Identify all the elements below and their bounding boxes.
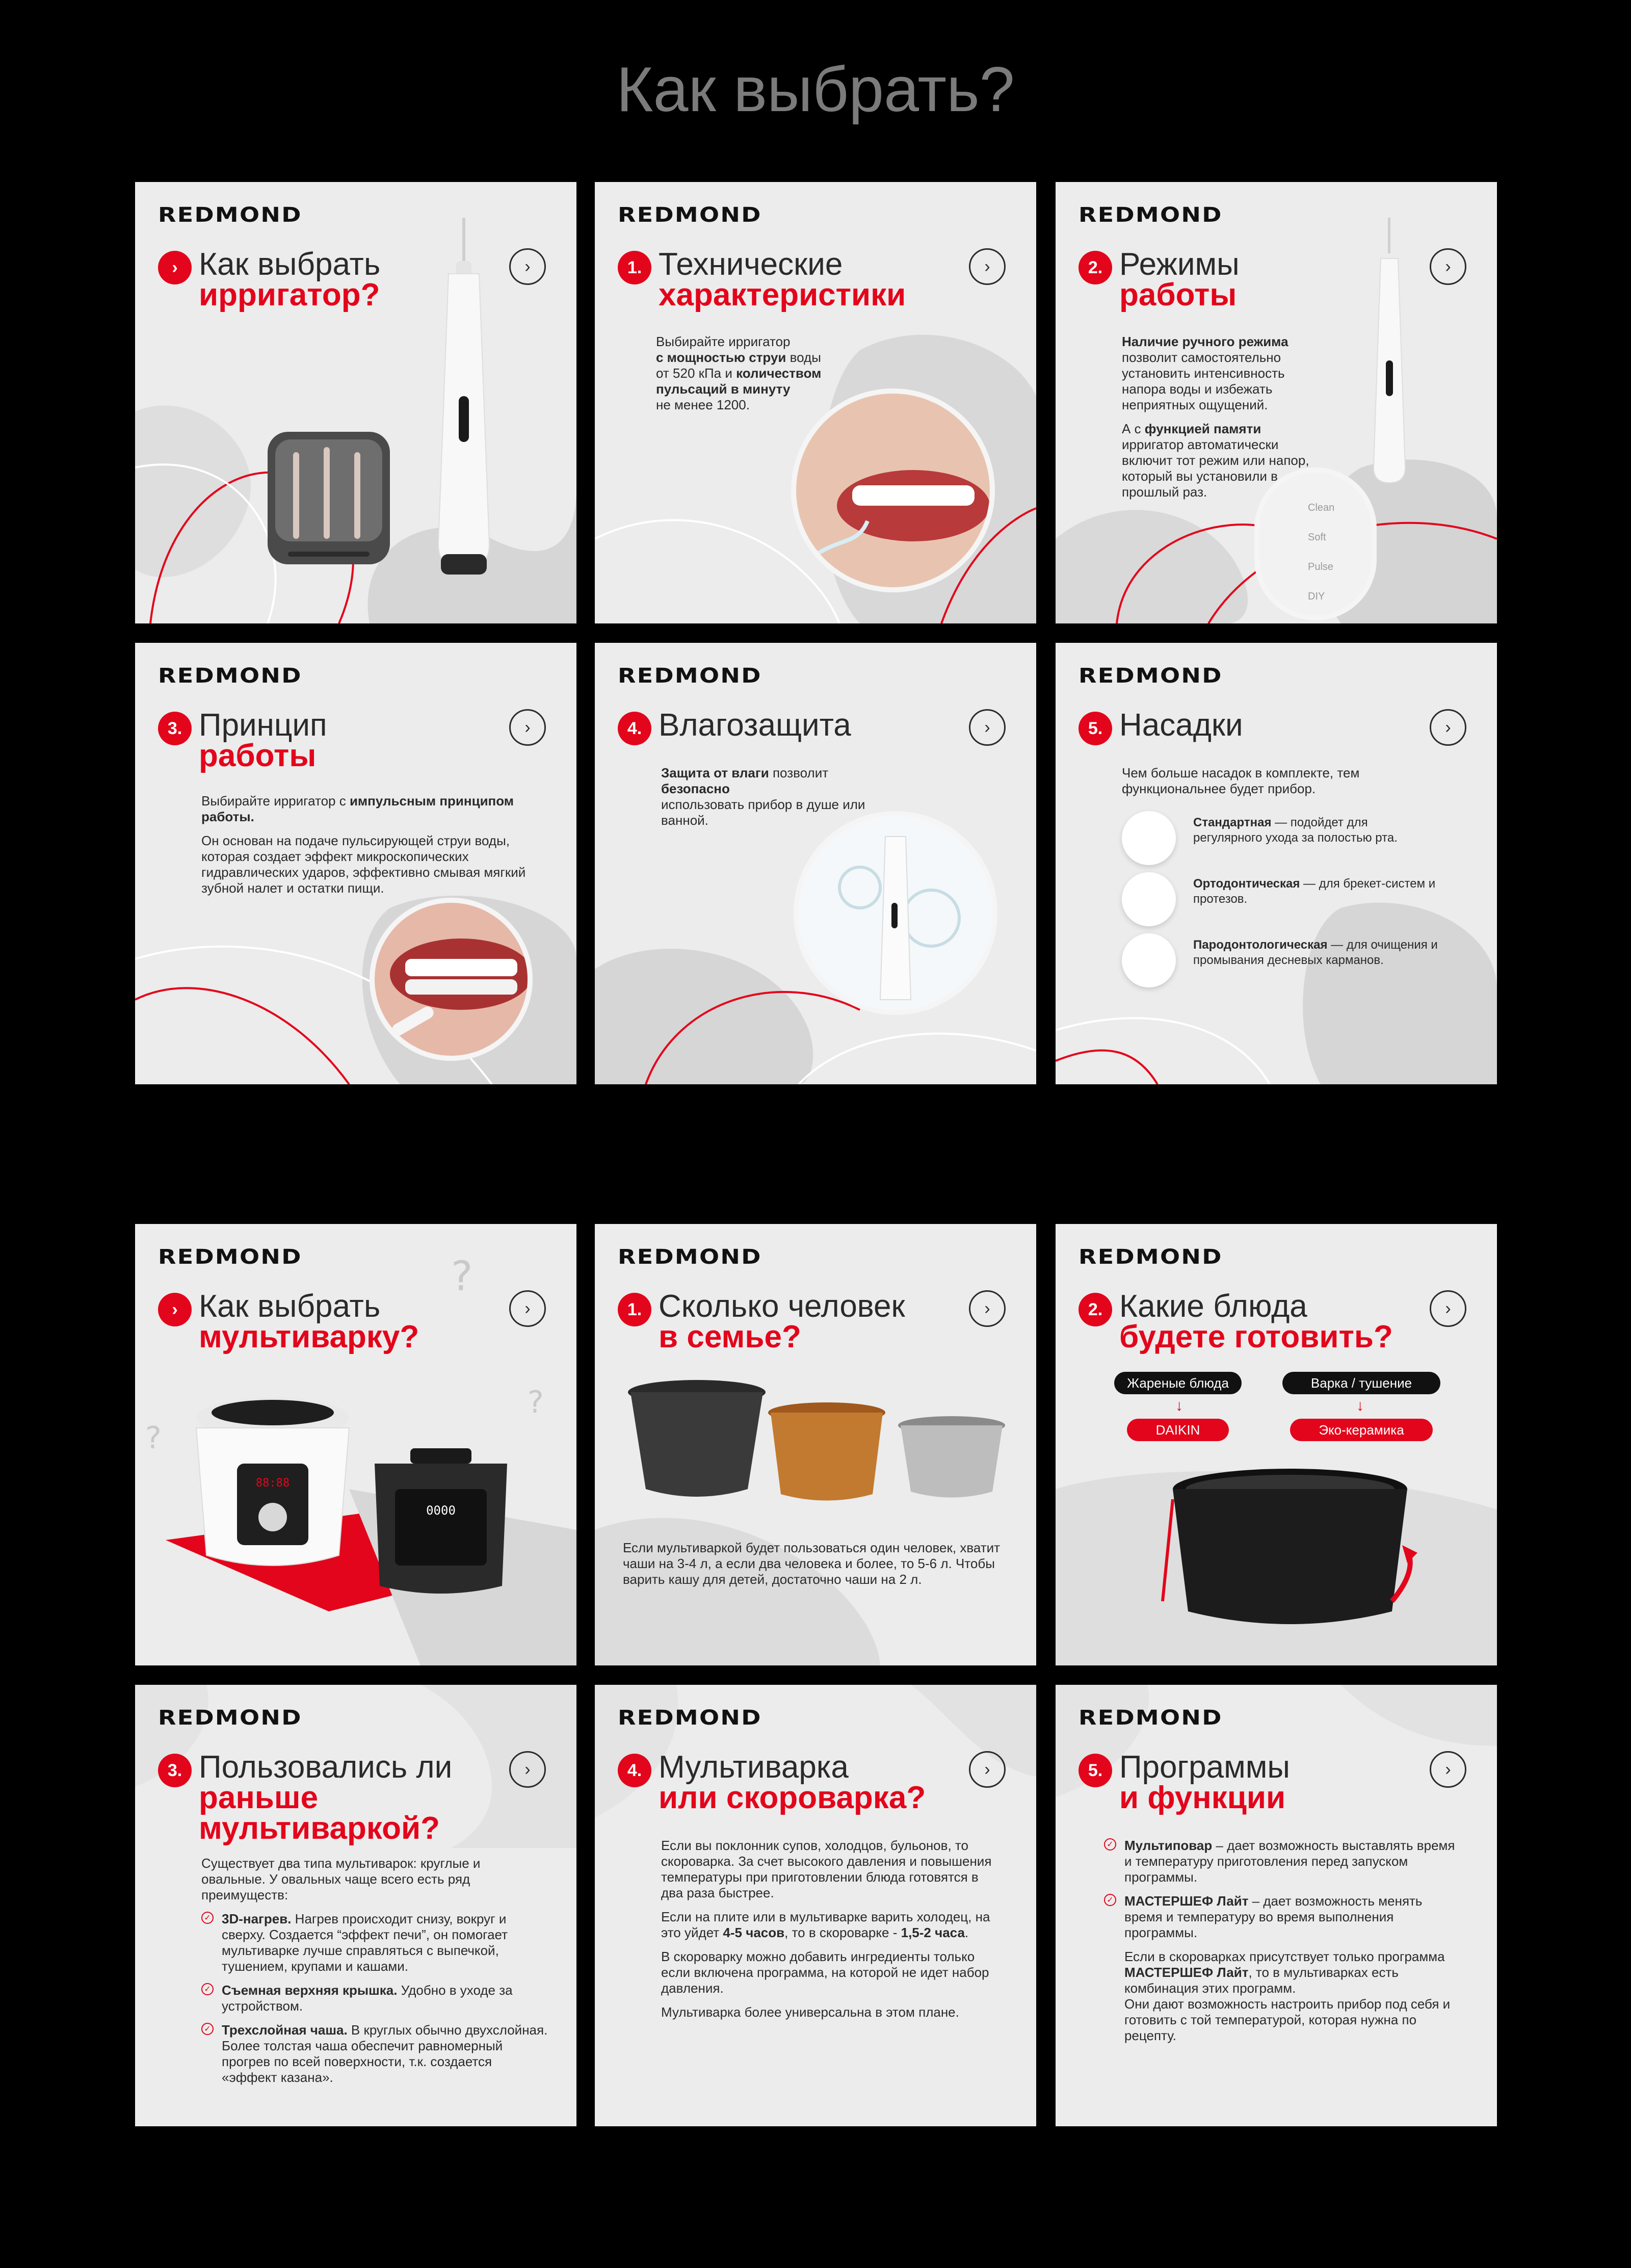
next-arrow-button[interactable] (1430, 1290, 1466, 1327)
next-arrow-button[interactable] (1430, 709, 1466, 746)
badge-number: 1. (618, 1293, 651, 1326)
card-irrigator-nozzles[interactable] (1056, 643, 1497, 1084)
redmond-logo: REDMOND (618, 1245, 762, 1269)
badge-number: 4. (618, 712, 651, 745)
chevron-right-icon: › (524, 1298, 531, 1318)
card-title (659, 710, 960, 741)
nozzle-desc: — для брекет-систем и протезов. (1193, 877, 1436, 906)
nozzle-item (1122, 933, 1438, 989)
redmond-logo: REDMOND (158, 1245, 302, 1269)
title-line-2: мультиварку? (199, 1319, 419, 1354)
nozzle-desc: — подойдет для регулярного ухода за полостью рта. (1193, 816, 1398, 845)
badge-number: 5. (1078, 1754, 1112, 1787)
braces-photo-image (370, 898, 533, 1061)
title-line-1: Пользовались ли (199, 1750, 453, 1785)
panel-label: Soft (1308, 532, 1326, 543)
card-title (659, 1752, 960, 1813)
next-arrow-button[interactable] (969, 248, 1006, 285)
badge-number: 2. (1078, 251, 1112, 284)
card-title (199, 710, 500, 771)
badge-number: 4. (618, 1754, 651, 1787)
nozzle-name: Пародонтологическая (1193, 938, 1328, 952)
title-line-3: мультиваркой? (199, 1811, 440, 1846)
title-line-1: Влагозащита (659, 708, 851, 743)
badge-chevron-icon: › (158, 251, 192, 284)
card-multicooker-programs[interactable] (1056, 1685, 1497, 2126)
title-line-2: будете готовить? (1119, 1319, 1393, 1354)
programs-list (1104, 1838, 1461, 1941)
chevron-right-icon: › (524, 717, 531, 737)
card-text: Наличие ручного режима позволит самостоятельно установить интенсивность напора воды и избежать неприятных ощущений. А с функцией памяти ирригатор автоматически включит тот режим или напор, который вы установили в прошлый раз. (1122, 334, 1309, 500)
next-arrow-button[interactable] (509, 709, 546, 746)
nozzle-name: Стандартная (1193, 816, 1272, 829)
chevron-right-icon: › (1445, 256, 1451, 276)
arrow-down-icon: ↓ (1175, 1397, 1183, 1414)
card-irrigator-tech-specs[interactable] (595, 182, 1036, 623)
chevron-right-icon: › (524, 1759, 531, 1779)
nozzles-intro-text: Чем больше насадок в комплекте, тем функциональнее будет прибор. (1122, 765, 1360, 796)
next-arrow-button[interactable] (509, 1290, 546, 1327)
chevron-right-icon: › (524, 256, 531, 276)
card-multicooker-how-to-choose[interactable] (135, 1224, 576, 1665)
next-arrow-button[interactable] (969, 1290, 1006, 1327)
title-line-2: работы (199, 738, 317, 773)
title-line-1: Принцип (199, 708, 327, 743)
svg-text:0000: 0000 (426, 1503, 456, 1518)
card-text: ✓ Мультиповар – дает возможность выставлять время и температуру приготовления перед запуском программы. ✓ МАСТЕРШЕФ Лайт – дает возможность менять время и температуру во время выполнения программы. Если в скороварках присутствует только программа МАСТЕРШЕФ Лайт, то в мультиварках есть комбинация этих программ. Они дают возможность настроить прибор под себя и готовить с той температурой, которая нужна по рецепту. (1104, 1838, 1461, 2052)
chip-daikin: DAIKIN (1127, 1419, 1229, 1441)
nozzle-case-image (262, 422, 395, 575)
list-item: ✓ 3D-нагрев. Нагрев происходит снизу, вокруг и сверху. Создается “эффект печи”, он помогает мультиварке лучше справляться с выпечкой, тушением, крупами и кашами. (201, 1911, 548, 1974)
title-line-1: Насадки (1119, 708, 1243, 743)
title-line-1: Сколько человек (659, 1289, 905, 1324)
card-text: Выбирайте ирригатор с мощностью струи воды от 520 кПа и количеством пульсаций в минуту не менее 1200. (656, 334, 822, 412)
nozzle-orthodontic-icon (1122, 872, 1176, 926)
chip-fried-dishes: Жареные блюда (1114, 1372, 1242, 1394)
title-line-1: Как выбрать (199, 247, 381, 282)
title-line-2: в семье? (659, 1319, 801, 1354)
chevron-right-icon: › (1445, 1759, 1451, 1779)
redmond-logo: REDMOND (618, 1706, 762, 1730)
card-title (1119, 710, 1420, 741)
title-line-2: характеристики (659, 277, 906, 312)
advantages-list (201, 1911, 548, 2085)
title-line-2: ирригатор? (199, 277, 380, 312)
redmond-logo: REDMOND (1078, 664, 1223, 688)
card-irrigator-how-to-choose[interactable] (135, 182, 576, 623)
title-line-2: раньше (199, 1780, 319, 1815)
nozzle-item (1122, 811, 1438, 867)
card-text: Если мультиваркой будет пользоваться один человек, хватит чаши на 3-4 л, а если два человека и более, то 5-6 л. Чтобы варить кашу для детей, достаточно чаши на 2 л. (623, 1540, 1001, 1587)
chevron-right-icon: › (1445, 1298, 1451, 1318)
title-line-1: Какие блюда (1119, 1289, 1307, 1324)
card-title (199, 1752, 500, 1844)
panel-label: Clean (1308, 502, 1335, 513)
card-text: Существует два типа мультиварок: круглые и овальные. У овальных чаще всего есть ряд преимуществ: ✓ 3D-нагрев. Нагрев происходит снизу, вокруг и сверху. Создается “эффект печи”, он помогает мультиварке лучше справляться с выпечкой, тушением, крупами и кашами. ✓ Съемная верхняя крышка. Удобно в уходе за устройством. ✓ Трехслойная чаша. В круглых обычно двухслойная. Более толстая чаша обеспечит равномерный прогрев по всей поверхности, т.к. создается «эффект казана». (201, 1856, 548, 2094)
redmond-logo: REDMOND (158, 203, 302, 227)
card-multicooker-family-size[interactable] (595, 1224, 1036, 1665)
svg-text:88:88: 88:88 (255, 1477, 290, 1490)
next-arrow-button[interactable] (969, 1751, 1006, 1788)
water-splash-image (794, 811, 997, 1015)
redmond-logo: REDMOND (1078, 1245, 1223, 1269)
white-multicooker-image (186, 1392, 359, 1581)
list-item: ✓ Съемная верхняя крышка. Удобно в уходе за устройством. (201, 1983, 548, 2014)
badge-number: 3. (158, 1754, 192, 1787)
redmond-logo: REDMOND (1078, 1706, 1223, 1730)
card-text: Если вы поклонник супов, холодцов, бульонов, то скороварка. За счет высокого давления и повышения температуры при приготовлении блюда готовятся в два раза быстрее. Если на плите или в мультиварке варить холодец, на это уйдет 4-5 часов, то в скороварке - 1,5-2 часа. В скороварку можно добавить ингредиенты только если включена программа, на которой не идет набор давления. Мультиварка более универсальна в этом плане. (661, 1838, 992, 2020)
chevron-right-icon: › (984, 717, 990, 737)
card-multicooker-dishes[interactable] (1056, 1224, 1497, 1665)
card-text: Защита от влаги позволит безопасно использовать прибор в душе или ванной. (661, 765, 865, 828)
chip-boiling-stewing: Варка / тушение (1282, 1372, 1440, 1394)
panel-label: DIY (1308, 591, 1325, 602)
redmond-logo: REDMOND (618, 664, 762, 688)
card-title (199, 1291, 500, 1352)
redmond-logo: REDMOND (158, 1706, 302, 1730)
control-panel-image (1254, 467, 1377, 620)
nozzle-item (1122, 872, 1438, 928)
bowl-layers-image (1152, 1469, 1428, 1637)
nozzle-standard-icon (1122, 811, 1176, 865)
badge-number: 5. (1078, 712, 1112, 745)
irrigator-image (420, 218, 507, 585)
redmond-logo: REDMOND (158, 664, 302, 688)
chevron-right-icon: › (984, 256, 990, 276)
badge-chevron-icon: › (158, 1293, 192, 1326)
title-line-1: Как выбрать (199, 1289, 381, 1324)
smile-photo-image (791, 388, 995, 592)
title-line-2: работы (1119, 277, 1237, 312)
title-line-2: и функции (1119, 1780, 1286, 1815)
next-arrow-button[interactable] (969, 709, 1006, 746)
chevron-right-icon: › (984, 1759, 990, 1779)
title-line-1: Мультиварка (659, 1750, 849, 1785)
nozzle-name: Ортодонтическая (1193, 877, 1300, 891)
next-arrow-button[interactable] (1430, 248, 1466, 285)
irrigator-image (1361, 218, 1417, 493)
badge-number: 3. (158, 712, 192, 745)
nozzle-periodontal-icon (1122, 933, 1176, 987)
card-title (1119, 1752, 1420, 1813)
title-line-2: или скороварка? (659, 1780, 926, 1815)
next-arrow-button[interactable] (509, 248, 546, 285)
next-arrow-button[interactable] (509, 1751, 546, 1788)
bowls-image (625, 1377, 1023, 1509)
list-item: ✓ МАСТЕРШЕФ Лайт – дает возможность менять время и температуру во время выполнения программы. (1104, 1893, 1461, 1941)
next-arrow-button[interactable] (1430, 1751, 1466, 1788)
svg-text:?: ? (528, 1385, 544, 1420)
nozzle-desc: — для очищения и промывания десневых карманов. (1193, 938, 1438, 967)
panel-label: Pulse (1308, 561, 1334, 572)
card-irrigator-water-protection[interactable] (595, 643, 1036, 1084)
svg-text:?: ? (145, 1420, 162, 1456)
page-title: Как выбрать? (616, 55, 1015, 125)
redmond-logo: REDMOND (1078, 203, 1223, 227)
card-title (659, 249, 960, 310)
chip-eco-ceramic: Эко-керамика (1290, 1419, 1433, 1441)
card-title (659, 1291, 960, 1352)
card-irrigator-modes[interactable] (1056, 182, 1497, 623)
card-multicooker-vs-pressure-cooker[interactable] (595, 1685, 1036, 2126)
title-line-1: Технические (659, 247, 843, 282)
arrow-down-icon: ↓ (1356, 1397, 1364, 1414)
title-line-1: Программы (1119, 1750, 1290, 1785)
list-item: ✓ Мультиповар – дает возможность выставлять время и температуру приготовления перед запуском программы. (1104, 1838, 1461, 1885)
card-irrigator-principle[interactable] (135, 643, 576, 1084)
badge-number: 2. (1078, 1293, 1112, 1326)
list-item: ✓ Трехслойная чаша. В круглых обычно двухслойная. Более толстая чаша обеспечит равномерный прогрев по всей поверхности, т.к. создается «эффект казана». (201, 2022, 548, 2085)
badge-number: 1. (618, 251, 651, 284)
chevron-right-icon: › (1445, 717, 1451, 737)
card-multicooker-experience[interactable] (135, 1685, 576, 2126)
svg-text:?: ? (451, 1253, 473, 1300)
title-line-1: Режимы (1119, 247, 1240, 282)
chevron-right-icon: › (984, 1298, 990, 1318)
card-text: Выбирайте ирригатор с импульсным принципом работы. Он основан на подаче пульсирующей струи воды, которая создает эффект микроскопических гидравлических ударов, эффективно смывая мягкий зубной налет и остатки пищи. (201, 793, 526, 896)
card-title (1119, 1291, 1420, 1352)
black-multicooker-image (359, 1443, 522, 1606)
redmond-logo: REDMOND (618, 203, 762, 227)
